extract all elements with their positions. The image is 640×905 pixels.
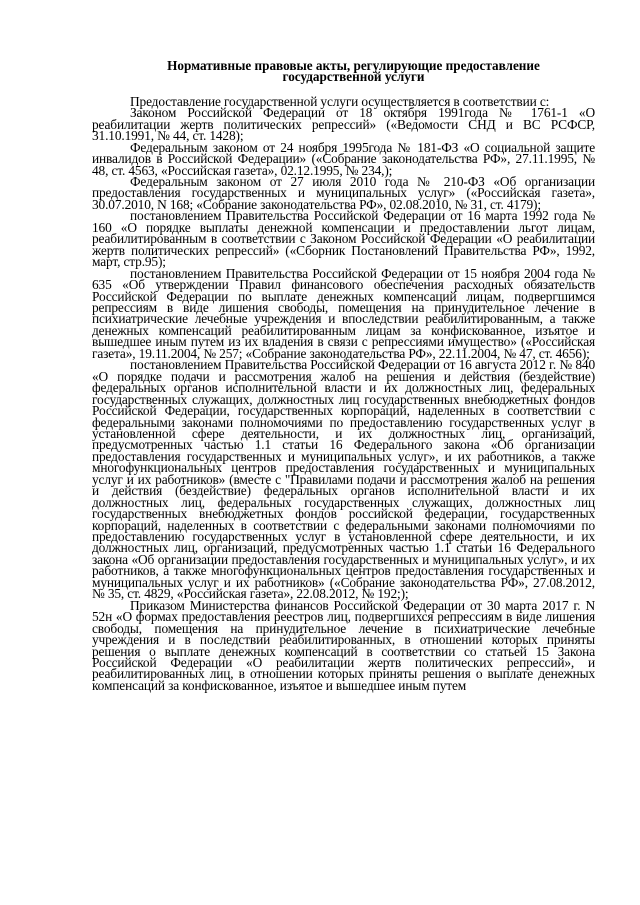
document-page	[92, 60, 595, 691]
title-line-2: государственной услуги	[282, 69, 425, 85]
document-body	[92, 93, 595, 693]
paragraph-law-1761-1: Законом Российской Федерации от 18 октября 1991года № 1761-1 «О реабилитации жертв политических репрессий» («Ведомости СНД и ВС РСФСР, 31.10.1991, № 44, ст. 1428);	[92, 105, 595, 144]
paragraph-order-52n: Приказом Министерства финансов Российской Федерации от 30 марта 2017 г. N 52н «О формах предоставления реестров лиц, подвергшихся репрессиям в виде лишения свободы, помещения на принудительное лечение в психиатрические лечебные учреждения и в последствии реабилитированных, в отношении которых приняты решения о выплате денежных компенсаций в соответствии со статьей 15 Закона Российской Федерации «О реабилитации жертв политических репрессий», и реабилитированных лиц, в отношении которых приняты решения о выплате денежных компенсаций за конфискованное, изъятое и вышедшее иным путем	[92, 597, 595, 693]
paragraph-decree-840: постановлением Правительства Российской Федерации от 16 августа 2012 г. № 840 «О порядке подачи и рассмотрения жалоб на решения и действия (бездействие) федеральных органов исполнительной власти и их должностных лиц, федеральных государственных служащих, должностных лиц государственных внебюджетных фондов Российской Федерации, государственных корпораций, наделенных в соответствии с федеральными законами полномочиями по предоставлению государственных услуг в установленной сфере деятельности, и их должностных лиц, организаций, предусмотренных частью 1.1 статьи 16 Федерального закона «Об организации предоставления государственных и муниципальных услуг», и их работников, а также многофункциональных центров предоставления государственных и муниципальных услуг и их работников» (вместе с "Правилами подачи и рассмотрения жалоб на решения и действия (бездействие) федеральных органов исполнительной власти и их должностных лиц, федеральных государственных служащих, должностных лиц государственных внебюджетных фондов российской федерации, государственных корпораций, наделенных в соответствии с федеральными законами полномочиями по предоставлению государственных услуг в установленной сфере деятельности, и их должностных лиц, организаций, предусмотренных частью 1.1 статьи 16 Федерального закона «Об организации предоставления государственных и муниципальных услуг», и их работников, а также многофункциональных центров предоставления государственных и муниципальных услуг и их работников» («Собрание законодательства РФ», 27.08.2012, № 35, ст. 4829, «Российская газета», 22.08.2012, № 192;);	[92, 357, 595, 602]
paragraph-law-181-fz: Федеральным законом от 24 ноября 1995года № 181-ФЗ «О социальной защите инвалидов в Российской Федерации» («Собрание законодательства РФ», 27.11.1995, № 48, ст. 4563, «Российская газета», 02.12.1995, № 234,);	[92, 139, 595, 178]
title-line-1: Нормативные правовые акты, регулирующие предоставление	[167, 58, 540, 73]
paragraph-intro: Предоставление государственной услуги осуществляется в соответствии с:	[130, 93, 550, 109]
paragraph-decree-635: постановлением Правительства Российской Федерации от 15 ноября 2004 года № 635 «Об утверждении Правил финансового обеспечения расходных обязательств Российской Федерации по выплате денежных компенсаций лицам, подвергшимся репрессиям в виде лишения свободы, помещения на принудительное лечение в психиатрические лечебные учреждения и впоследствии реабилитированным, а также денежных компенсаций реабилитированным лицам за конфискованное, изъятое и вышедшее иным путем из их владения в связи с репрессиями имущество» («Российская газета», 19.11.2004, № 257; «Собрание законодательства РФ», 22.11.2004, № 47, ст. 4656);	[92, 265, 595, 361]
paragraph-law-210-fz: Федеральным законом от 27 июля 2010 года № 210-ФЗ «Об организации предоставления государственных и муниципальных услуг» («Российская газета», 30.07.2010, N 168; «Собрание законодательства РФ», 02.08.2010, № 31, ст. 4179);	[92, 173, 595, 212]
paragraph-decree-160: постановлением Правительства Российской Федерации от 16 марта 1992 года № 160 «О порядке выплаты денежной компенсации и предоставлении льгот лицам, реабилитированным в соответствии с Законом Российской Федерации «О реабилитации жертв политических репрессий» («Сборник Постановлений Правительства РФ», 1992, март, стр.95);	[92, 208, 595, 270]
document-title	[92, 60, 595, 83]
